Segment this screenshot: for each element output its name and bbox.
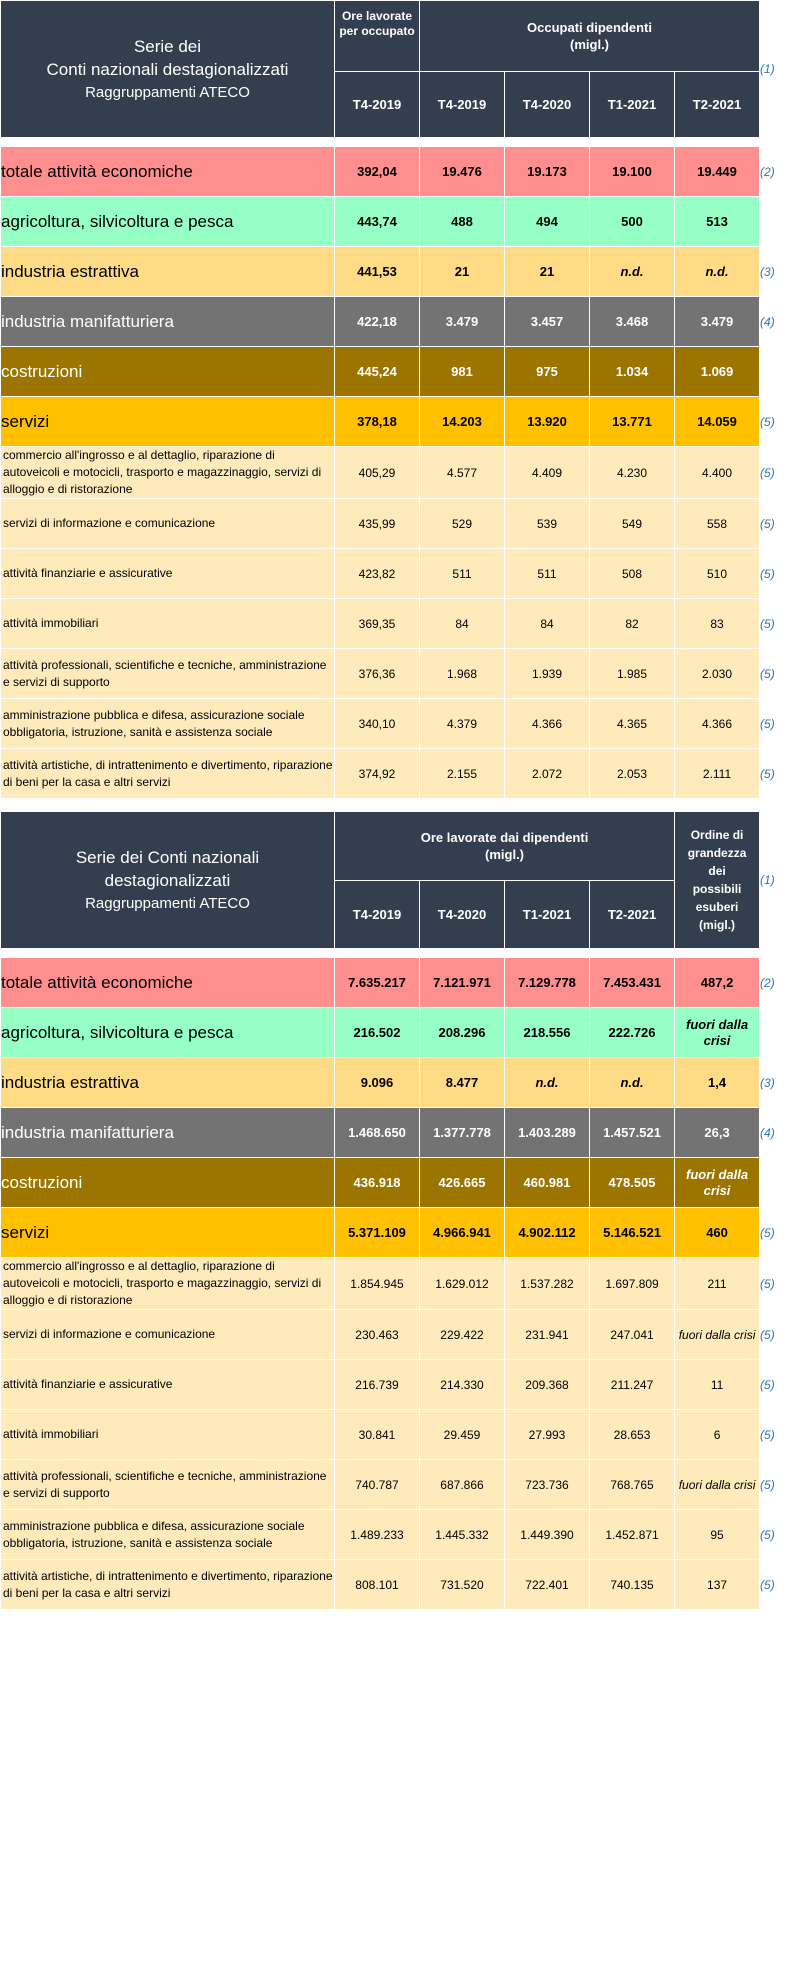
ordine-cell: 6 <box>675 1410 760 1460</box>
data-cell: 4.366 <box>505 699 590 749</box>
data-cell: 975 <box>505 347 590 397</box>
data-cell: 494 <box>505 197 590 247</box>
data-cell: 14.059 <box>675 397 760 447</box>
table-row <box>1 347 793 397</box>
table-row <box>1 1208 793 1258</box>
data-cell: 435,99 <box>335 499 420 549</box>
ordine-header-line: grandezza <box>687 846 747 860</box>
row-label: agricoltura, silvicoltura e pesca <box>1 197 335 247</box>
data-cell: 247.041 <box>590 1310 675 1360</box>
row-label: costruzioni <box>1 347 335 397</box>
table-row <box>1 1008 793 1058</box>
data-cell: 229.422 <box>420 1310 505 1360</box>
table-row <box>1 549 793 599</box>
footnote-ref <box>760 1008 793 1058</box>
occupati-table <box>0 0 793 799</box>
data-cell: 13.771 <box>590 397 675 447</box>
row-label: attività immobiliari <box>1 599 335 649</box>
ordine-cell: 487,2 <box>675 958 760 1008</box>
occupati-group-header <box>420 1 760 72</box>
data-cell: 392,04 <box>335 147 420 197</box>
footnote-ref: (2) <box>760 958 793 1008</box>
ordine-header-line: dei <box>708 864 726 878</box>
row-label: commercio all'ingrosso e al dettaglio, riparazione di autoveicoli e motocicli, trasporto e magazzinaggio, servizi di alloggio e di ristorazione <box>1 1258 335 1310</box>
data-cell: 211.247 <box>590 1360 675 1410</box>
table-row <box>1 1560 793 1610</box>
data-cell: 27.993 <box>505 1410 590 1460</box>
data-cell: 511 <box>505 549 590 599</box>
data-cell: 1.468.650 <box>335 1108 420 1158</box>
data-cell: 216.739 <box>335 1360 420 1410</box>
ordine-cell: fuori dalla crisi <box>675 1460 760 1510</box>
footnote-ref: (5) <box>760 1258 793 1310</box>
data-cell: 216.502 <box>335 1008 420 1058</box>
table-row <box>1 958 793 1008</box>
row-label: industria estrattiva <box>1 1058 335 1108</box>
column-header: T4-2019 <box>335 71 420 138</box>
title-subline: Raggruppamenti ATECO <box>85 83 250 101</box>
ordine-header-line: possibili <box>692 882 742 896</box>
data-cell: 4.365 <box>590 699 675 749</box>
data-cell: 768.765 <box>590 1460 675 1510</box>
data-cell: 4.230 <box>590 447 675 499</box>
data-cell: 511 <box>420 549 505 599</box>
data-cell: 208.296 <box>420 1008 505 1058</box>
data-cell: 1.537.282 <box>505 1258 590 1310</box>
ordine-header-line: esuberi <box>695 900 739 914</box>
ordine-header <box>675 812 760 949</box>
data-cell: 4.966.941 <box>420 1208 505 1258</box>
data-cell: 3.479 <box>675 297 760 347</box>
data-cell: 981 <box>420 347 505 397</box>
data-cell: 4.379 <box>420 699 505 749</box>
table-row <box>1 447 793 499</box>
footnote-ref: (5) <box>760 1560 793 1610</box>
data-cell: 723.736 <box>505 1460 590 1510</box>
row-label: amministrazione pubblica e difesa, assicurazione sociale obbligatoria, istruzione, sanità e assistenza sociale <box>1 1510 335 1560</box>
footnote-ref: (5) <box>760 1510 793 1560</box>
data-cell: 218.556 <box>505 1008 590 1058</box>
data-cell: 1.489.233 <box>335 1510 420 1560</box>
data-cell: 2.053 <box>590 749 675 799</box>
data-cell: 4.400 <box>675 447 760 499</box>
data-cell: 1.034 <box>590 347 675 397</box>
data-cell: 500 <box>590 197 675 247</box>
data-cell: 5.371.109 <box>335 1208 420 1258</box>
ordine-cell: 211 <box>675 1258 760 1310</box>
data-cell: 19.476 <box>420 147 505 197</box>
group-header-line: Occupati dipendenti <box>527 19 652 35</box>
table-row <box>1 147 793 197</box>
data-cell: 1.854.945 <box>335 1258 420 1310</box>
row-label: servizi <box>1 397 335 447</box>
data-cell: 7.121.971 <box>420 958 505 1008</box>
footnote-ref: (5) <box>760 1310 793 1360</box>
data-cell: 83 <box>675 599 760 649</box>
data-cell: 1.445.332 <box>420 1510 505 1560</box>
footnote-ref: (5) <box>760 699 793 749</box>
data-cell: 488 <box>420 197 505 247</box>
row-label: servizi di informazione e comunicazione <box>1 499 335 549</box>
data-cell: 1.457.521 <box>590 1108 675 1158</box>
group-header-line: (migl.) <box>485 846 525 862</box>
data-cell: 214.330 <box>420 1360 505 1410</box>
title-line: Serie dei Conti nazionali <box>75 847 260 867</box>
data-cell: 405,29 <box>335 447 420 499</box>
table-body <box>1 958 793 1610</box>
data-cell: 558 <box>675 499 760 549</box>
data-cell: 1.939 <box>505 649 590 699</box>
data-cell: 2.072 <box>505 749 590 799</box>
footnote-ref: (5) <box>760 1360 793 1410</box>
data-cell: 2.030 <box>675 649 760 699</box>
group-header-line: (migl.) <box>570 36 610 52</box>
data-cell: 513 <box>675 197 760 247</box>
footnote-ref: (3) <box>760 1058 793 1108</box>
data-cell: 529 <box>420 499 505 549</box>
row-label: amministrazione pubblica e difesa, assicurazione sociale obbligatoria, istruzione, sanità e assistenza sociale <box>1 699 335 749</box>
data-cell: 378,18 <box>335 397 420 447</box>
column-header: T2-2021 <box>590 880 675 949</box>
row-label: attività artistiche, di intrattenimento e divertimento, riparazione di beni per la casa e altri servizi <box>1 1560 335 1610</box>
data-cell: 3.457 <box>505 297 590 347</box>
data-cell: 445,24 <box>335 347 420 397</box>
data-cell: n.d. <box>505 1058 590 1108</box>
data-cell: 7.129.778 <box>505 958 590 1008</box>
group-header-line: Ore lavorate dai dipendenti <box>420 829 589 845</box>
data-cell: 1.629.012 <box>420 1258 505 1310</box>
data-cell: 30.841 <box>335 1410 420 1460</box>
data-cell: 1.697.809 <box>590 1258 675 1310</box>
table-body <box>1 147 793 799</box>
table-row <box>1 699 793 749</box>
row-label: attività professionali, scientifiche e tecniche, amministrazione e servizi di supporto <box>1 649 335 699</box>
footnote-ref: (5) <box>760 1410 793 1460</box>
ordine-cell: 11 <box>675 1360 760 1410</box>
data-cell: 436.918 <box>335 1158 420 1208</box>
data-cell: 231.941 <box>505 1310 590 1360</box>
data-cell: 510 <box>675 549 760 599</box>
table-row <box>1 1510 793 1560</box>
data-cell: 84 <box>420 599 505 649</box>
footnote-ref: (5) <box>760 549 793 599</box>
data-cell: 460.981 <box>505 1158 590 1208</box>
row-label: totale attività economiche <box>1 958 335 1008</box>
table-gap <box>0 799 793 811</box>
footnote-ref: (5) <box>760 1208 793 1258</box>
ore-lavorate-table <box>0 811 793 1610</box>
column-header: T4-2019 <box>335 880 420 949</box>
table-row <box>1 1108 793 1158</box>
row-label: industria manifatturiera <box>1 297 335 347</box>
row-label: commercio all'ingrosso e al dettaglio, riparazione di autoveicoli e motocicli, trasporto e magazzinaggio, servizi di alloggio e di ristorazione <box>1 447 335 499</box>
data-cell: 687.866 <box>420 1460 505 1510</box>
data-cell: 1.449.390 <box>505 1510 590 1560</box>
data-cell: 4.902.112 <box>505 1208 590 1258</box>
data-cell: n.d. <box>590 1058 675 1108</box>
column-header: T2-2021 <box>675 71 760 138</box>
footnote-ref: (3) <box>760 247 793 297</box>
column-header: T4-2019 <box>420 71 505 138</box>
row-label: servizi <box>1 1208 335 1258</box>
data-cell: 19.449 <box>675 147 760 197</box>
data-cell: 1.968 <box>420 649 505 699</box>
row-label: attività immobiliari <box>1 1410 335 1460</box>
footnote-ref: (5) <box>760 649 793 699</box>
table-row <box>1 197 793 247</box>
table-row <box>1 749 793 799</box>
data-cell: 1.069 <box>675 347 760 397</box>
footnote-ref: (5) <box>760 499 793 549</box>
data-cell: 2.155 <box>420 749 505 799</box>
footnote-ref: (5) <box>760 447 793 499</box>
data-cell: 230.463 <box>335 1310 420 1360</box>
column-header: T4-2020 <box>505 71 590 138</box>
row-label: costruzioni <box>1 1158 335 1208</box>
row-label: attività finanziarie e assicurative <box>1 549 335 599</box>
ordine-cell: fuori dalla crisi <box>675 1310 760 1360</box>
data-cell: 7.453.431 <box>590 958 675 1008</box>
row-label: servizi di informazione e comunicazione <box>1 1310 335 1360</box>
data-cell: 82 <box>590 599 675 649</box>
data-cell: 4.366 <box>675 699 760 749</box>
data-cell: n.d. <box>590 247 675 297</box>
data-cell: 722.401 <box>505 1560 590 1610</box>
data-cell: 1.985 <box>590 649 675 699</box>
data-cell: n.d. <box>675 247 760 297</box>
table-row <box>1 599 793 649</box>
table-row <box>1 1158 793 1208</box>
footnote-ref: (4) <box>760 297 793 347</box>
table-title <box>1 1 335 138</box>
column-header: T4-2020 <box>420 880 505 949</box>
data-cell: 369,35 <box>335 599 420 649</box>
footnote-ref: (2) <box>760 147 793 197</box>
table-row <box>1 499 793 549</box>
data-cell: 21 <box>420 247 505 297</box>
data-cell: 9.096 <box>335 1058 420 1108</box>
data-cell: 7.635.217 <box>335 958 420 1008</box>
data-cell: 28.653 <box>590 1410 675 1460</box>
data-cell: 84 <box>505 599 590 649</box>
row-label: agricoltura, silvicoltura e pesca <box>1 1008 335 1058</box>
footnote-ref <box>760 1158 793 1208</box>
ordine-cell: 95 <box>675 1510 760 1560</box>
data-cell: 549 <box>590 499 675 549</box>
table-row <box>1 297 793 347</box>
row-label: attività professionali, scientifiche e tecniche, amministrazione e servizi di supporto <box>1 1460 335 1510</box>
data-cell: 423,82 <box>335 549 420 599</box>
footnote-ref <box>760 197 793 247</box>
data-cell: 2.111 <box>675 749 760 799</box>
data-cell: 376,36 <box>335 649 420 699</box>
data-cell: 740.135 <box>590 1560 675 1610</box>
data-cell: 13.920 <box>505 397 590 447</box>
data-cell: 1.452.871 <box>590 1510 675 1560</box>
data-cell: 14.203 <box>420 397 505 447</box>
data-cell: 539 <box>505 499 590 549</box>
footnote-ref: (5) <box>760 599 793 649</box>
table-row <box>1 1410 793 1460</box>
data-cell: 3.468 <box>590 297 675 347</box>
title-line: destagionalizzati <box>104 870 231 890</box>
table-row <box>1 1460 793 1510</box>
ordine-header-line: (migl.) <box>699 918 736 932</box>
row-label: totale attività economiche <box>1 147 335 197</box>
data-cell: 1.377.778 <box>420 1108 505 1158</box>
footnote-ref: (4) <box>760 1108 793 1158</box>
ore-group-header <box>335 812 675 881</box>
data-cell: 508 <box>590 549 675 599</box>
table-row <box>1 397 793 447</box>
data-cell: 340,10 <box>335 699 420 749</box>
title-line: Serie dei <box>133 36 202 56</box>
data-cell: 29.459 <box>420 1410 505 1460</box>
data-cell: 426.665 <box>420 1158 505 1208</box>
footnote-ref: (5) <box>760 1460 793 1510</box>
footnote-ref: (1) <box>760 1 793 138</box>
footnote-ref: (5) <box>760 749 793 799</box>
data-cell: 1.403.289 <box>505 1108 590 1158</box>
data-cell: 478.505 <box>590 1158 675 1208</box>
table-row <box>1 247 793 297</box>
table-row <box>1 1310 793 1360</box>
ordine-cell: 137 <box>675 1560 760 1610</box>
footnote-ref: (1) <box>760 812 793 949</box>
data-cell: 5.146.521 <box>590 1208 675 1258</box>
data-cell: 441,53 <box>335 247 420 297</box>
data-cell: 4.577 <box>420 447 505 499</box>
data-cell: 374,92 <box>335 749 420 799</box>
ordine-cell: 1,4 <box>675 1058 760 1108</box>
data-cell: 19.100 <box>590 147 675 197</box>
data-cell: 19.173 <box>505 147 590 197</box>
ore-lavorate-header: Ore lavorate per occupato <box>335 1 420 72</box>
data-cell: 21 <box>505 247 590 297</box>
footnote-ref <box>760 347 793 397</box>
data-cell: 422,18 <box>335 297 420 347</box>
data-cell: 222.726 <box>590 1008 675 1058</box>
table-row <box>1 1360 793 1410</box>
ordine-header-line: Ordine di <box>690 828 744 842</box>
data-cell: 3.479 <box>420 297 505 347</box>
data-cell: 443,74 <box>335 197 420 247</box>
row-label: industria estrattiva <box>1 247 335 297</box>
data-cell: 740.787 <box>335 1460 420 1510</box>
data-cell: 8.477 <box>420 1058 505 1108</box>
data-cell: 209.368 <box>505 1360 590 1410</box>
row-label: attività finanziarie e assicurative <box>1 1360 335 1410</box>
row-label: attività artistiche, di intrattenimento e divertimento, riparazione di beni per la casa e altri servizi <box>1 749 335 799</box>
data-cell: 808.101 <box>335 1560 420 1610</box>
title-line: Conti nazionali destagionalizzati <box>46 59 289 79</box>
title-subline: Raggruppamenti ATECO <box>85 894 250 912</box>
ordine-cell: fuori dalla crisi <box>675 1008 760 1058</box>
ordine-cell: 460 <box>675 1208 760 1258</box>
table-row <box>1 1058 793 1108</box>
ordine-cell: fuori dalla crisi <box>675 1158 760 1208</box>
table-title <box>1 812 335 949</box>
data-cell: 731.520 <box>420 1560 505 1610</box>
table-row <box>1 1258 793 1310</box>
ordine-cell: 26,3 <box>675 1108 760 1158</box>
data-cell: 4.409 <box>505 447 590 499</box>
table-row <box>1 649 793 699</box>
column-header: T1-2021 <box>505 880 590 949</box>
column-header: T1-2021 <box>590 71 675 138</box>
footnote-ref: (5) <box>760 397 793 447</box>
row-label: industria manifatturiera <box>1 1108 335 1158</box>
